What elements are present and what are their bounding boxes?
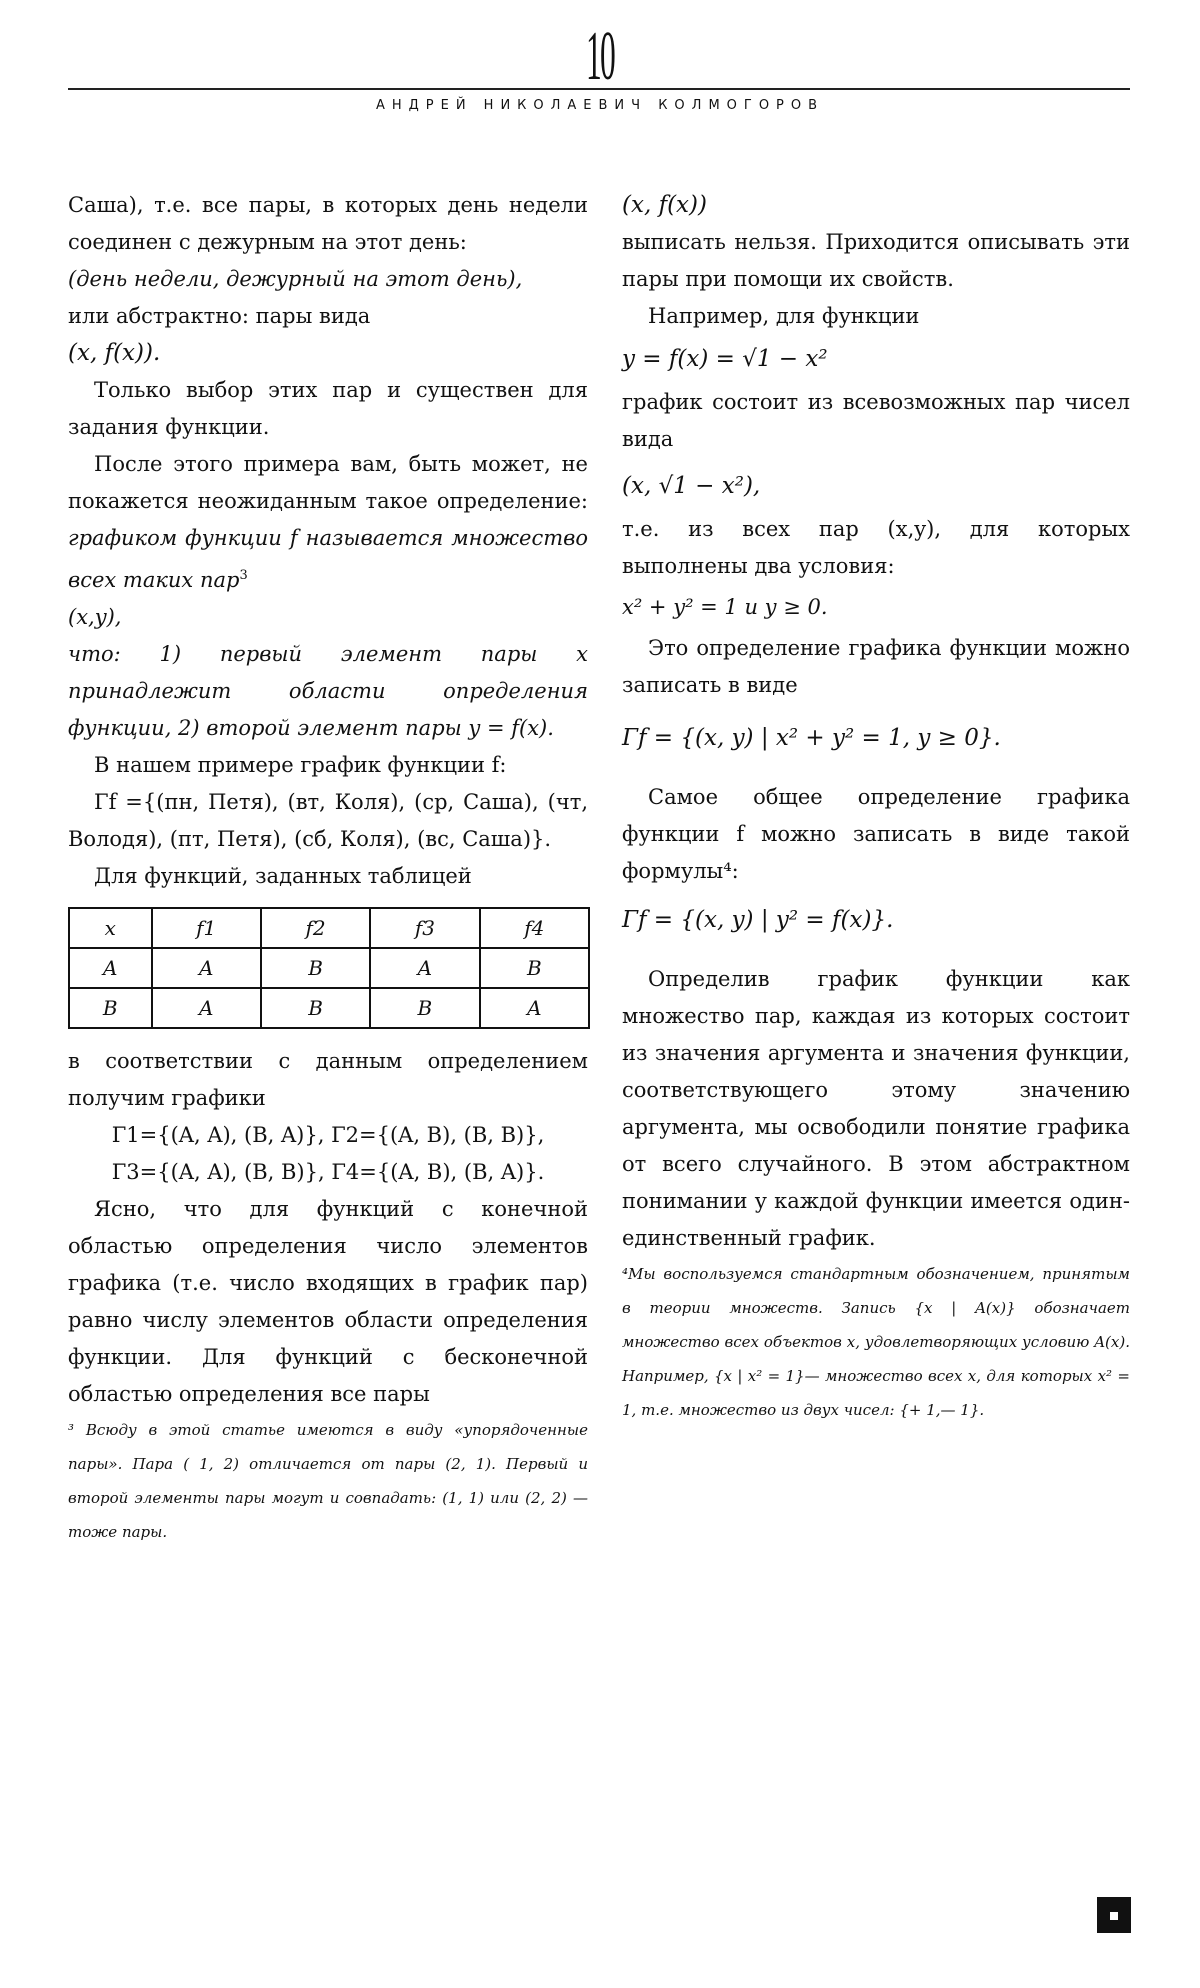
table-cell: A (152, 948, 261, 988)
formula: x² + y² = 1 и y ≥ 0. (622, 595, 828, 619)
table-cell: B (261, 948, 370, 988)
left-column (68, 187, 588, 1549)
table-header-row (69, 908, 589, 948)
right-column (622, 187, 1130, 1427)
definition-lead: После этого примера вам, быть может, не покажется неожиданным такое определение: (68, 452, 588, 513)
paragraph: Например, для функции (648, 304, 920, 328)
table-cell: A (480, 988, 589, 1028)
table-header-cell: f2 (261, 908, 370, 948)
paragraph: Для функций, заданных таблицей (94, 864, 472, 888)
formula: y = f(x) = √1 − x² (622, 346, 828, 372)
paragraph: Ясно, что для функций с конечной областью определения число элементов графика (т.е. число входящих в график пар) равно числу элементов области определения функции. Для функций с бесконечной областью определения все пары (68, 1197, 588, 1406)
paragraph: Самое общее определение графика функции f можно записать в виде такой формулы⁴: (622, 785, 1130, 883)
graph-set-paragraph: Γf ={(пн, Петя), (вт, Коля), (ср, Саша), (чт, Володя), (пт, Петя), (сб, Коля), (вс, Саша)}. (68, 790, 588, 851)
paragraph: Только выбор этих пар и существен для задания функции. (68, 378, 588, 439)
footnote-4: ⁴Мы воспользуемся стандартным обозначением, принятым в теории множеств. Запись {x | A(x)} обозначает множество всех объектов x, удовлетворяющих условию A(x). Например, {x | x² = 1}— множество всех x, для которых x² = 1, т.е. множество из двух чисел: {+ 1,— 1}. (622, 1265, 1130, 1419)
table-cell: B (370, 988, 479, 1028)
graphs-line: Γ1={(A, A), (B, A)}, Γ2={(A, B), (B, B)}, (111, 1123, 545, 1147)
formula: (x,y), (68, 605, 122, 629)
formula: Γf = {(x, y) | x² + y² = 1, y ≥ 0}. (622, 725, 1001, 751)
running-head: АНДРЕЙ НИКОЛАЕВИЧ КОЛМОГОРОВ (375, 98, 825, 113)
formula: (x, f(x)) (622, 192, 707, 218)
formula: Γf = {(x, y) | y² = f(x)}. (622, 907, 894, 933)
formula: (x, √1 − x²), (622, 473, 761, 499)
conditions-paragraph: что: 1) первый элемент пары x принадлежит области определения функции, 2) второй элемент пары y = f(x). (68, 642, 588, 740)
footnote-ref: 3 (239, 568, 248, 583)
end-mark-icon (1097, 1897, 1131, 1933)
table-header-cell: f3 (370, 908, 479, 948)
table-cell: A (370, 948, 479, 988)
definition-paragraph (68, 446, 588, 599)
table-header-cell: f4 (480, 908, 589, 948)
graphs-line: Γ3={(A, A), (B, B)}, Γ4={(A, B), (B, A)}. (111, 1160, 545, 1184)
table-cell: B (480, 948, 589, 988)
paragraph: т.е. из всех пар (x,y), для которых выполнены два условия: (622, 517, 1130, 578)
function-table (68, 907, 590, 1029)
table-cell: B (69, 988, 152, 1028)
paragraph: в соответствии с данным определением получим графики (68, 1049, 588, 1110)
table-cell: B (261, 988, 370, 1028)
table-cell: A (152, 988, 261, 1028)
table-header-cell: f1 (152, 908, 261, 948)
page-number: 10 (586, 18, 614, 95)
paragraph: Саша), т.е. все пары, в которых день недели соединен с дежурным на этот день: (68, 193, 588, 254)
table-row (69, 988, 589, 1028)
paragraph: Определив график функции как множество пар, каждая из которых состоит из значения аргумента и значения функции, соответствующего этому значению аргумента, мы освободили понятие графика от всего случайного. В этом абстрактном понимании у каждой функции имеется один-единственный график. (622, 967, 1130, 1250)
formula: (день недели, дежурный на этот день), (68, 267, 523, 291)
formula: (x, f(x)). (68, 340, 161, 366)
paragraph: или абстрактно: пары вида (68, 304, 371, 328)
paragraph: график состоит из всевозможных пар чисел вида (622, 390, 1130, 451)
table-row (69, 948, 589, 988)
paragraph: В нашем примере график функции f: (94, 753, 507, 777)
table-header-cell: x (69, 908, 152, 948)
paragraph: Это определение графика функции можно записать в виде (622, 636, 1130, 697)
header-rule (68, 88, 1130, 90)
definition-text: графиком функции f называется множество всех таких пар (68, 526, 588, 592)
footnote-3: ³ Всюду в этой статье имеются в виду «упорядоченные пары». Пара ( 1, 2) отличается от пары (2, 1). Первый и второй элементы пары могут и совпадать: (1, 1) или (2, 2) — тоже пары. (68, 1421, 588, 1541)
paragraph: выписать нельзя. Приходится описывать эти пары при помощи их свойств. (622, 230, 1130, 291)
table-cell: A (69, 948, 152, 988)
